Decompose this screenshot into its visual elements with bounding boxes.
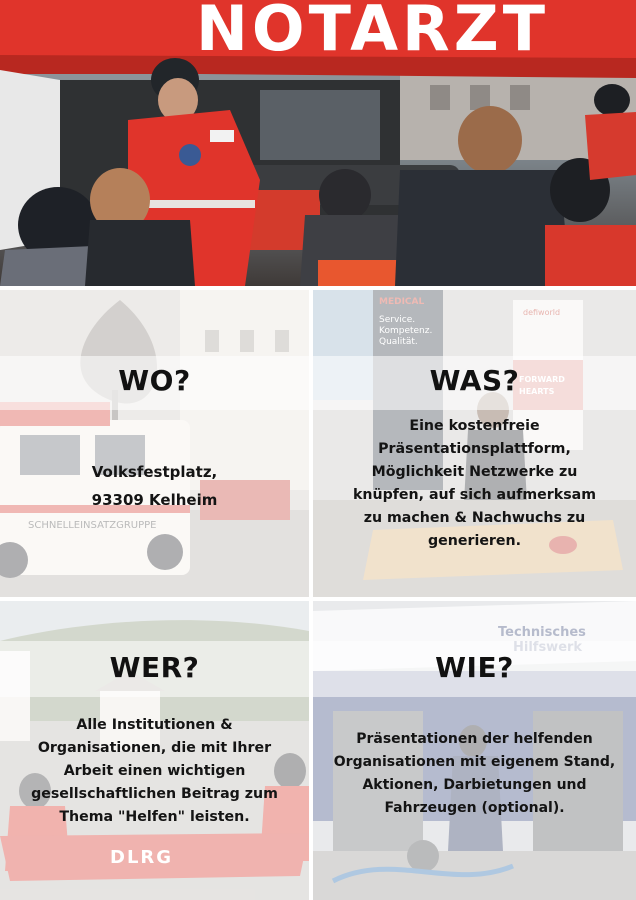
text-line: Organisationen, die mit Ihrer [37, 740, 272, 756]
helicopter-lettering: NOTARZT [196, 0, 550, 65]
text-line: Organisationen mit eigenem Stand, [333, 754, 616, 770]
text-line: 93309 Kelheim [91, 491, 218, 509]
text-line: Eine kostenfreie [409, 418, 540, 434]
text-wer [10, 714, 299, 829]
text-line: Aktionen, Darbietungen und [362, 777, 587, 793]
text-line: knüpfen, auf sich aufmerksam [352, 487, 597, 503]
text-line: Alle Institutionen & [76, 717, 233, 733]
text-line: Volksfestplatz, [91, 463, 218, 481]
heading-wie: WIE? [435, 651, 514, 684]
hero-scene [0, 0, 636, 286]
panel-was [313, 290, 636, 597]
text-line: gesellschaftlichen Beitrag zum [31, 786, 278, 802]
text-line: Präsentationen der helfenden [356, 731, 593, 747]
divider [0, 597, 636, 601]
text-line: Arbeit einen wichtigen [63, 763, 246, 779]
text-wo [10, 458, 299, 514]
text-was [323, 415, 626, 553]
text-line: Fahrzeugen (optional). [384, 800, 565, 816]
heading-wer: WER? [109, 651, 200, 684]
panel-wo [0, 290, 309, 597]
text-line: Thema "Helfen" leisten. [59, 809, 250, 825]
text-wie [323, 728, 626, 820]
heading-wo: WO? [118, 364, 191, 397]
panel-wer [0, 601, 309, 900]
text-line: generieren. [427, 533, 522, 549]
text-line: zu machen & Nachwuchs zu [363, 510, 586, 526]
panel-veil [0, 290, 309, 597]
divider [309, 286, 313, 900]
heading-was: WAS? [429, 364, 520, 397]
hero-photo [0, 0, 636, 286]
panel-wie [313, 601, 636, 900]
text-line: Präsentationsplattform, [378, 441, 571, 457]
text-line: Möglichkeit Netzwerke zu [371, 464, 578, 480]
